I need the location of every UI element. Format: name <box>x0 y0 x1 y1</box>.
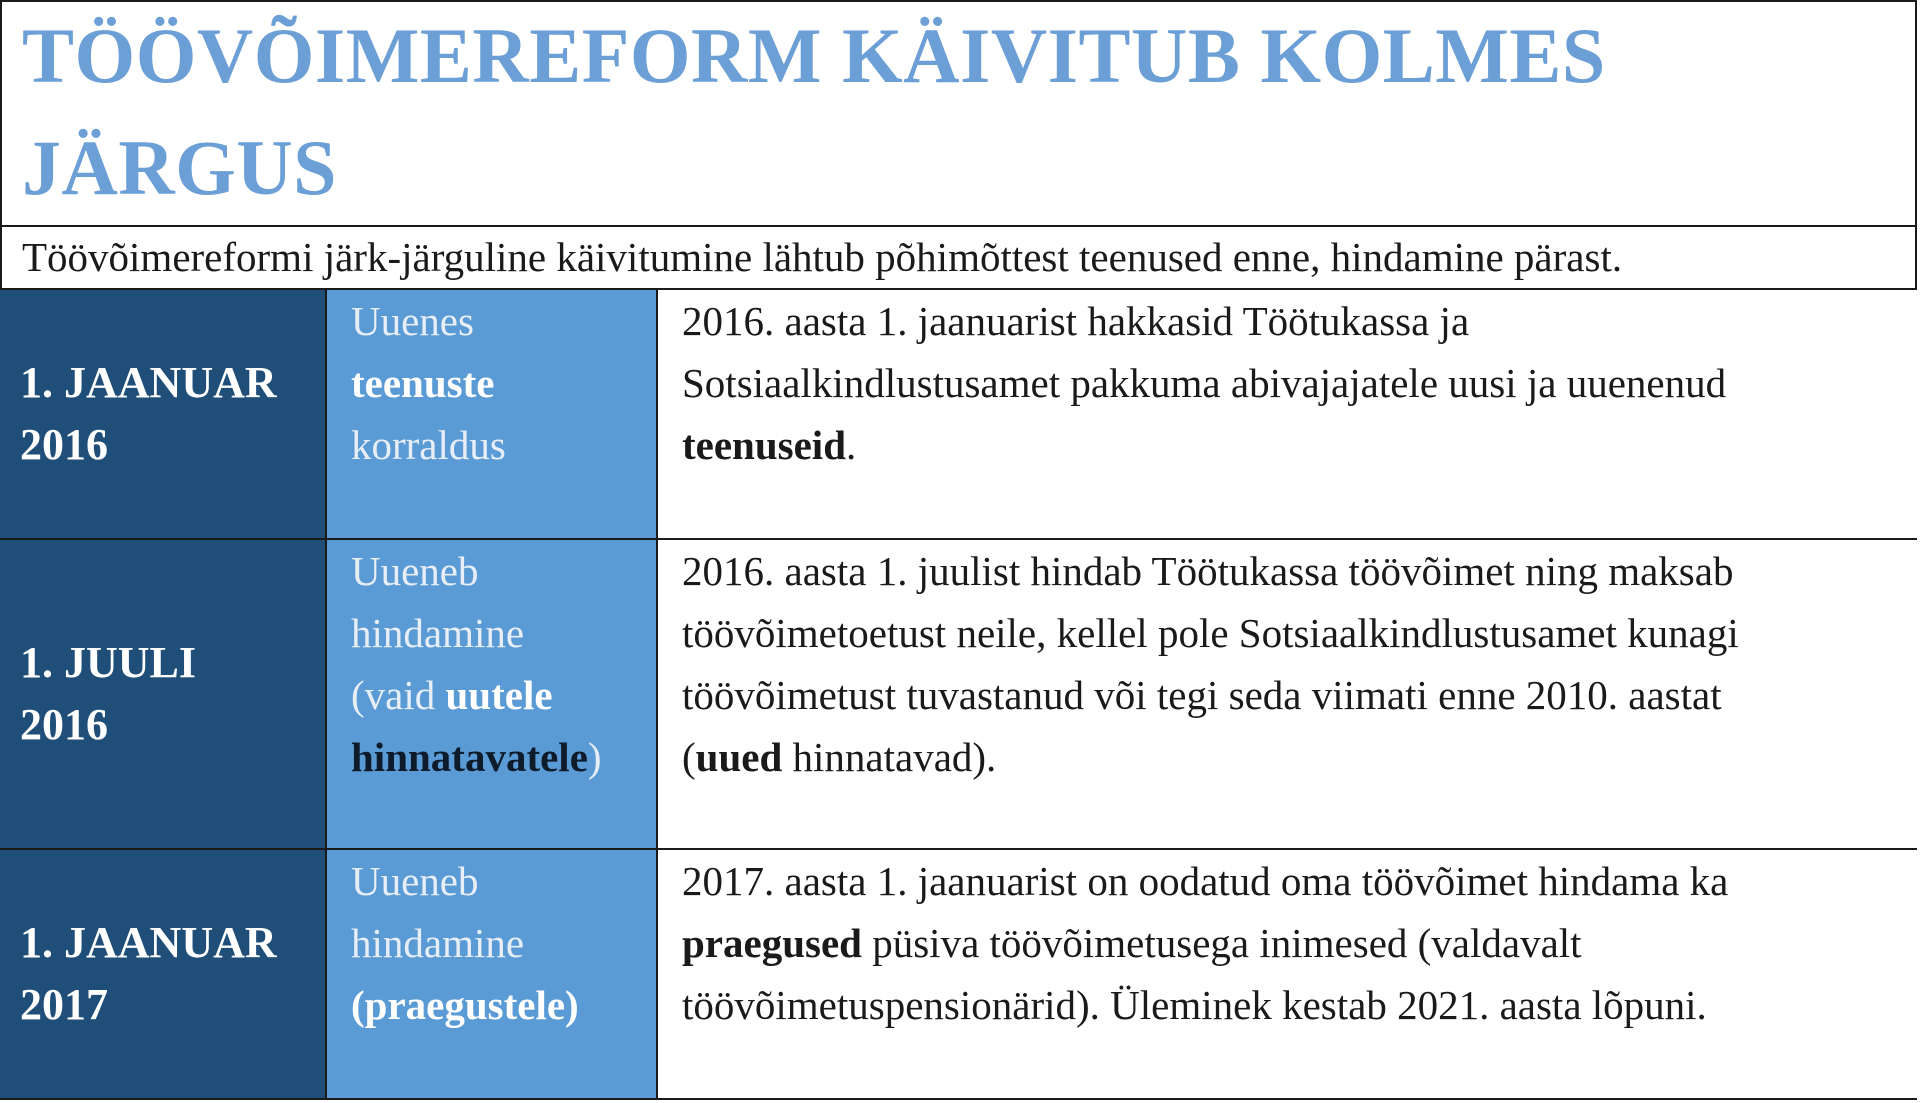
description-emphasis: uued <box>695 734 783 780</box>
phase-cell <box>327 540 656 848</box>
column-divider <box>656 850 658 1098</box>
description-text: 2016. aasta 1. juulist hindab Töötukassa töövõimet ning maksab <box>682 548 1734 594</box>
date-year: 2016 <box>20 700 108 749</box>
reform-timeline-table <box>0 290 1917 1100</box>
phase-text: korraldus <box>351 422 506 468</box>
description-text-tail: hinnatavad). <box>782 734 997 780</box>
description-text-tail: . <box>846 422 857 468</box>
column-divider <box>325 850 327 1098</box>
phase-cell <box>327 290 656 538</box>
date-cell <box>0 540 325 848</box>
description-emphasis: teenuseid <box>682 422 846 468</box>
phase-emphasis: uutele <box>445 672 553 718</box>
description-cell <box>658 540 1917 848</box>
date-label: 1. JAANUAR <box>20 358 277 407</box>
phase-text: hindamine <box>351 920 525 966</box>
description-text <box>682 726 1907 788</box>
phase-text: Uueneb <box>351 548 479 594</box>
phase-text: Uueneb <box>351 858 479 904</box>
phase-cell <box>327 850 656 1098</box>
table-row <box>0 850 1917 1098</box>
date-label: 1. JAANUAR <box>20 918 277 967</box>
intro-text: Töövõimereformi järk-järguline käivitumine lähtub põhimõttest teenused enne, hindamine pärast. <box>22 234 1623 280</box>
date-label: 1. JUULI <box>20 638 197 687</box>
date-year: 2017 <box>20 980 108 1029</box>
description-cell <box>658 850 1917 1098</box>
title-line-2: JÄRGUS <box>22 124 338 211</box>
date-cell <box>0 290 325 538</box>
phase-text: hindamine <box>351 610 525 656</box>
phase-emphasis: hinnatavatele <box>351 734 588 780</box>
column-divider <box>325 290 327 538</box>
phase-text: Uuenes <box>351 298 474 344</box>
description-text: 2016. aasta 1. jaanuarist hakkasid Töötukassa ja <box>682 298 1470 344</box>
title-line-1: TÖÖVÕIMEREFORM KÄIVITUB KOLMES <box>22 12 1606 99</box>
description-text: töövõimetoetust neile, kellel pole Sotsiaalkindlustusamet kunagi <box>682 610 1739 656</box>
description-text: 2017. aasta 1. jaanuarist on oodatud oma töövõimet hindama ka <box>682 858 1729 904</box>
phase-text-tail: ) <box>587 734 602 780</box>
description-text: töövõimetust tuvastanud või tegi seda viimati enne 2010. aastat <box>682 672 1722 718</box>
column-divider <box>325 540 327 848</box>
description-emphasis: praegused <box>682 920 862 966</box>
phase-text-prefix: (vaid <box>351 672 446 718</box>
description-text <box>682 912 1907 974</box>
description-text <box>682 414 1907 476</box>
description-cell <box>658 290 1917 538</box>
phase-emphasis: (praegustele) <box>351 982 579 1028</box>
description-text: töövõimetuspensionärid). Üleminek kestab 2021. aasta lõpuni. <box>682 982 1707 1028</box>
page-title <box>22 0 1902 224</box>
description-text: Sotsiaalkindlustusamet pakkuma abivajajatele uusi ja uuenenud <box>682 360 1727 406</box>
date-cell <box>0 850 325 1098</box>
table-row <box>0 290 1917 538</box>
date-year: 2016 <box>20 420 108 469</box>
phase-text <box>351 726 656 788</box>
phase-text <box>351 664 656 726</box>
column-divider <box>656 540 658 848</box>
description-text-tail: püsiva töövõimetusega inimesed (valdavalt <box>861 920 1582 966</box>
table-row <box>0 540 1917 848</box>
column-divider <box>656 290 658 538</box>
phase-emphasis: teenuste <box>351 360 495 406</box>
description-text-prefix: ( <box>682 734 696 780</box>
